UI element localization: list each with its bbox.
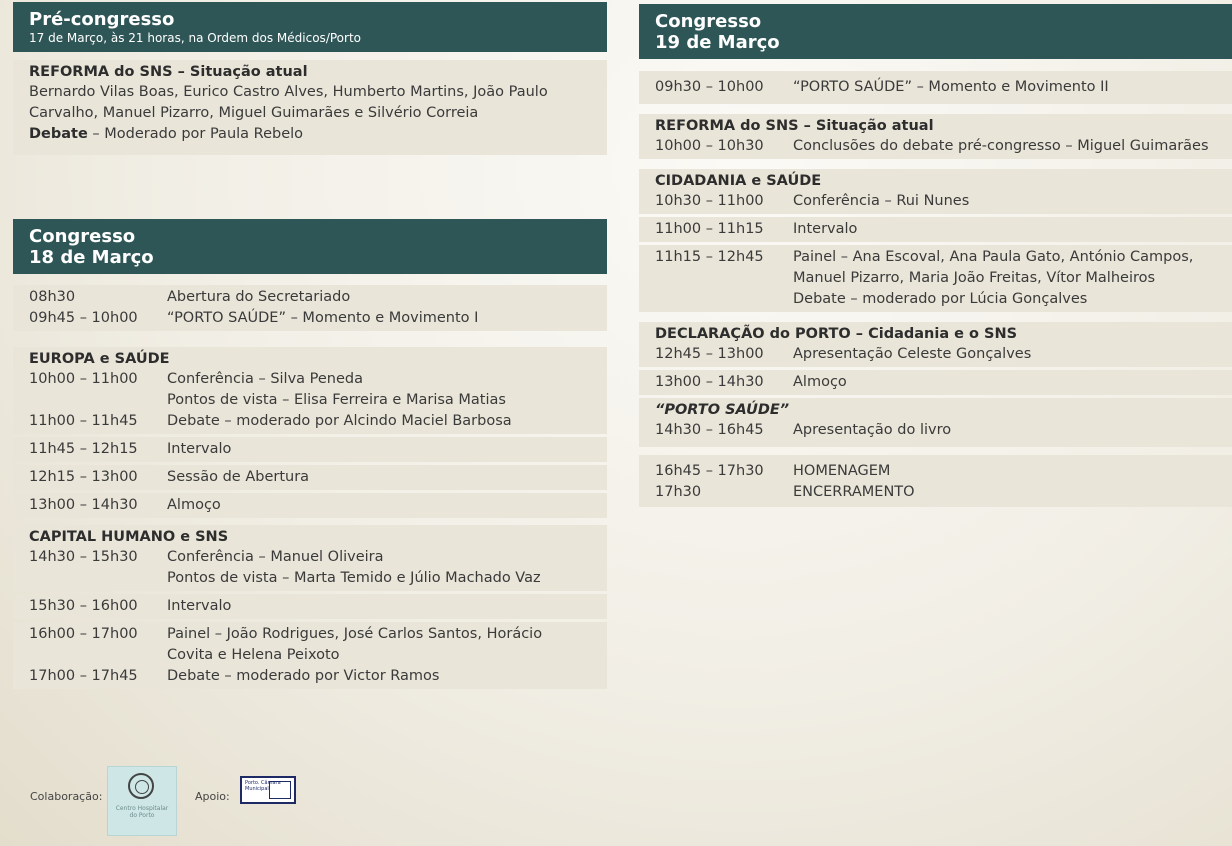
schedule-18 [13,285,607,689]
item: Conferência – Manuel Oliveira [167,549,384,565]
schedule-line [29,439,591,460]
time: 13h00 – 14h30 [29,497,138,513]
schedule-line [29,547,591,568]
schedule-19 [639,71,1232,507]
time: 09h30 – 10h00 [655,79,764,95]
time: 13h00 – 14h30 [655,374,764,390]
porto-municipality-logo [240,776,296,804]
schedule-line [655,461,1217,482]
collaboration-label: Colaboração: [30,790,103,803]
schedule-line [29,624,591,645]
time: 12h45 – 13h00 [655,346,764,362]
time: 17h30 [655,484,702,500]
item: HOMENAGEM [793,463,891,479]
congress-date: 18 de Março [29,247,154,268]
item: Covita e Helena Peixoto [167,647,340,663]
time: 09h45 – 10h00 [29,310,138,326]
speakers-line: Bernardo Vilas Boas, Eurico Castro Alves, Humberto Martins, João Paulo [29,84,548,100]
item: Pontos de vista – Elisa Ferreira e Marisa Matias [167,392,506,408]
item: ENCERRAMENTO [793,484,915,500]
schedule-line [655,77,1217,98]
congress-title: Congresso [29,226,136,247]
schedule-line [29,666,591,687]
painel-row [13,622,607,689]
debate-label: Debate [29,126,88,142]
intervalo-row [639,217,1232,242]
time: 10h00 – 10h30 [655,138,764,154]
time: 11h15 – 12h45 [655,249,764,265]
hospital-logo [107,766,177,836]
item: Debate – moderado por Alcindo Maciel Barbosa [167,413,512,429]
schedule-line [655,372,1217,393]
item: Painel – Ana Escoval, Ana Paula Gato, António Campos, [793,249,1194,265]
day-18-column [13,0,607,689]
item: Manuel Pizarro, Maria João Freitas, Vítor Malheiros [793,270,1156,286]
time [29,645,167,666]
schedule-line [29,287,591,308]
congress-18-header [13,219,607,274]
item: Abertura do Secretariado [167,289,351,305]
almoco-row [13,493,607,518]
congress-title: Congresso [655,11,762,32]
day-19-column [639,0,1232,507]
reforma-row [639,114,1232,159]
schedule-line [29,308,591,329]
sessao-row [13,465,607,490]
schedule-line [29,596,591,617]
time: 14h30 – 16h45 [655,422,764,438]
schedule-line [655,289,1217,310]
schedule-line [655,420,1217,441]
item: Debate – moderado por Lúcia Gonçalves [793,291,1088,307]
schedule-line [29,568,591,589]
seal-icon [128,773,154,799]
time: 14h30 – 15h30 [29,549,138,565]
time: 12h15 – 13h00 [29,469,138,485]
time: 16h00 – 17h00 [29,626,138,642]
porto-saude-row [639,71,1232,104]
item: Pontos de vista – Marta Temido e Júlio Machado Vaz [167,570,541,586]
time: 11h45 – 12h15 [29,441,138,457]
item: “PORTO SAÚDE” – Momento e Movimento I [167,310,479,326]
congress-date: 19 de Março [655,32,780,53]
item: Conclusões do debate pré-congresso – Miguel Guimarães [793,138,1209,154]
block-title: CAPITAL HUMANO e SNS [29,529,229,545]
time: 10h30 – 11h00 [655,193,764,209]
schedule-line [655,136,1217,157]
schedule-line [29,411,591,432]
intervalo-row [13,437,607,462]
item: Intervalo [167,441,232,457]
item: Apresentação Celeste Gonçalves [793,346,1032,362]
schedule-line [655,482,1217,503]
schedule-line [655,268,1217,289]
item: Conferência – Silva Peneda [167,371,364,387]
time: 16h45 – 17h30 [655,463,764,479]
time [655,268,793,289]
pre-congress-block [13,60,607,155]
block-title: REFORMA do SNS – Situação atual [29,64,308,80]
schedule-line [655,191,1217,212]
pre-congress-row [13,60,607,155]
speakers-line: Carvalho, Manuel Pizarro, Miguel Guimarães e Silvério Correia [29,105,479,121]
block-title: “PORTO SAÚDE” [655,402,790,418]
support-label: Apoio: [195,790,230,803]
porto-logo-text: Porto. Câmara Municipal [245,780,281,792]
item: Almoço [793,374,847,390]
schedule-line [29,645,591,666]
time [29,568,167,589]
schedule-line [29,495,591,516]
schedule-line [655,219,1217,240]
item: Almoço [167,497,221,513]
painel-row [639,245,1232,312]
time: 10h00 – 11h00 [29,371,138,387]
building-icon [269,781,291,799]
item: Intervalo [793,221,858,237]
intervalo-row [13,594,607,619]
block-title: DECLARAÇÃO do PORTO – Cidadania e o SNS [655,326,1018,342]
debate-text: – Moderado por Paula Rebelo [87,126,304,142]
time: 17h00 – 17h45 [29,668,138,684]
declaracao-row [639,322,1232,367]
item: “PORTO SAÚDE” – Momento e Movimento II [793,79,1109,95]
item: Sessão de Abertura [167,469,310,485]
schedule-line [29,390,591,411]
congress-19-header [639,4,1232,59]
time: 15h30 – 16h00 [29,598,138,614]
item: Debate – moderado por Victor Ramos [167,668,440,684]
block-title: EUROPA e SAÚDE [29,351,170,367]
schedule-line [655,247,1217,268]
time [655,289,793,310]
schedule-line [29,467,591,488]
item: Conferência – Rui Nunes [793,193,970,209]
hospital-logo-text: Centro Hospitalar do Porto [115,805,169,819]
item: Intervalo [167,598,232,614]
opening-row [13,285,607,331]
pre-congress-header [13,2,607,52]
block-title: CIDADANIA e SAÚDE [655,173,822,189]
item: Apresentação do livro [793,422,952,438]
final-row [639,455,1232,507]
debate-line [29,124,591,145]
time: 11h00 – 11h15 [655,221,764,237]
schedule-line [655,344,1217,365]
livro-row [639,398,1232,447]
time: 08h30 [29,289,76,305]
time: 11h00 – 11h45 [29,413,138,429]
cidadania-row [639,169,1232,214]
pre-congress-title: Pré-congresso [29,9,175,30]
item: Painel – João Rodrigues, José Carlos Santos, Horácio [167,626,543,642]
almoco-row [639,370,1232,395]
europa-row [13,347,607,434]
block-title: REFORMA do SNS – Situação atual [655,118,934,134]
pre-congress-subtitle: 17 de Março, às 21 horas, na Ordem dos Médicos/Porto [29,31,361,45]
schedule-line [29,369,591,390]
capital-row [13,525,607,591]
time [29,390,167,411]
